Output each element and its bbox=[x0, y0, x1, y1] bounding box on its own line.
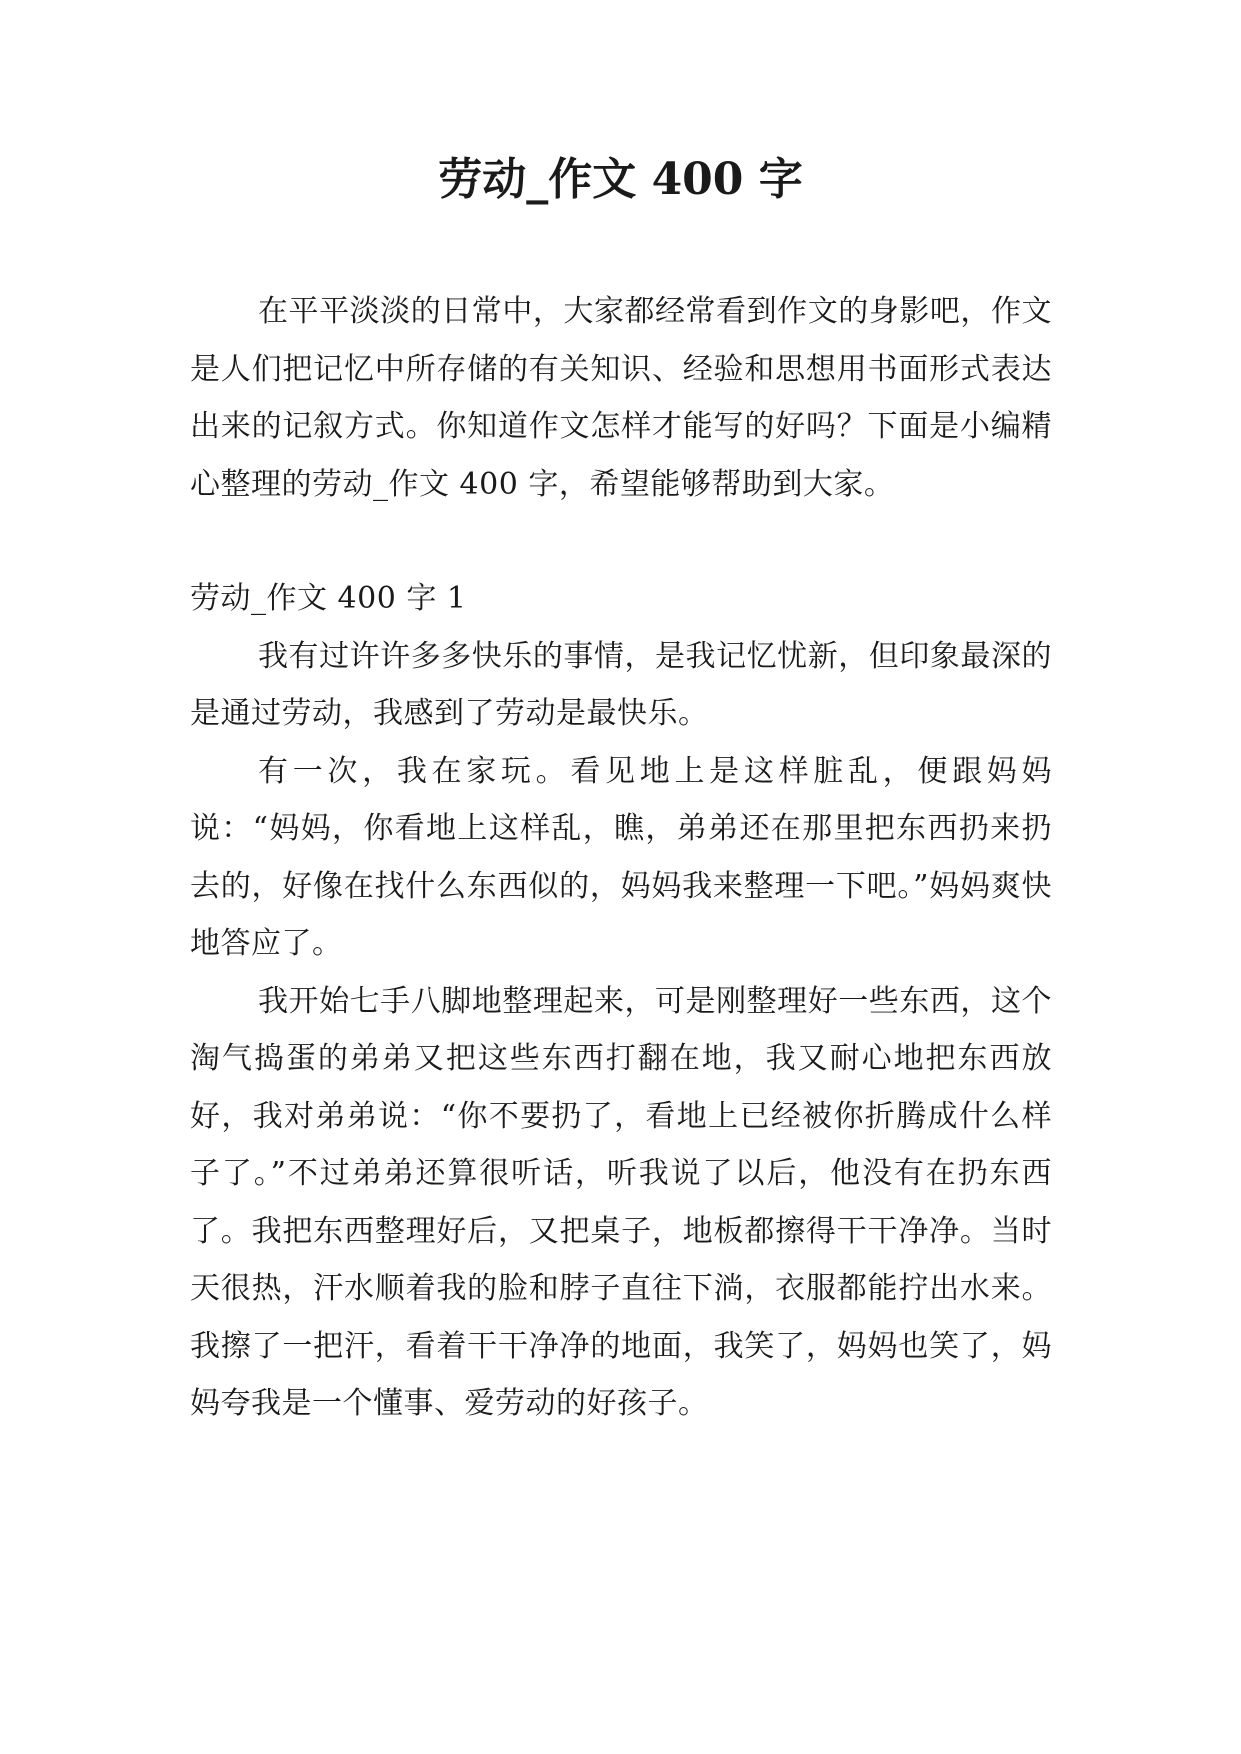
document-title: 劳动_作文 400 字 bbox=[438, 154, 803, 205]
intro-paragraph: 在平平淡淡的日常中，大家都经常看到作文的身影吧，作文是人们把记忆中所存储的有关知识、经验和思想用书面形式表达出来的记叙方式。你知道作文怎样才能写的好吗？下面是小编精心整理的劳动_作文 400 字，希望能够帮助到大家。 bbox=[190, 294, 1052, 502]
document-body bbox=[190, 283, 1052, 1433]
body-paragraph-1: 我有过许许多多快乐的事情，是我记忆忧新，但印象最深的是通过劳动，我感到了劳动是最快乐。 bbox=[190, 638, 1052, 731]
body-paragraph-2: 有一次，我在家玩。看见地上是这样脏乱，便跟妈妈说：“妈妈，你看地上这样乱，瞧，弟弟还在那里把东西扔来扔去的，好像在找什么东西似的，妈妈我来整理一下吧。”妈妈爽快地答应了。 bbox=[190, 753, 1052, 961]
section-heading: 劳动_作文 400 字 1 bbox=[190, 581, 467, 616]
body-paragraph-3: 我开始七手八脚地整理起来，可是刚整理好一些东西，这个淘气捣蛋的弟弟又把这些东西打翻在地，我又耐心地把东西放好，我对弟弟说：“你不要扔了，看地上已经被你折腾成什么样子了。”不过弟弟还算很听话，听我说了以后，他没有在扔东西了。我把东西整理好后，又把桌子，地板都擦得干干净净。当时天很热，汗水顺着我的脸和脖子直往下淌，衣服都能拧出水来。我擦了一把汗，看着干干净净的地面，我笑了，妈妈也笑了，妈妈夸我是一个懂事、爱劳动的好孩子。 bbox=[190, 983, 1052, 1421]
